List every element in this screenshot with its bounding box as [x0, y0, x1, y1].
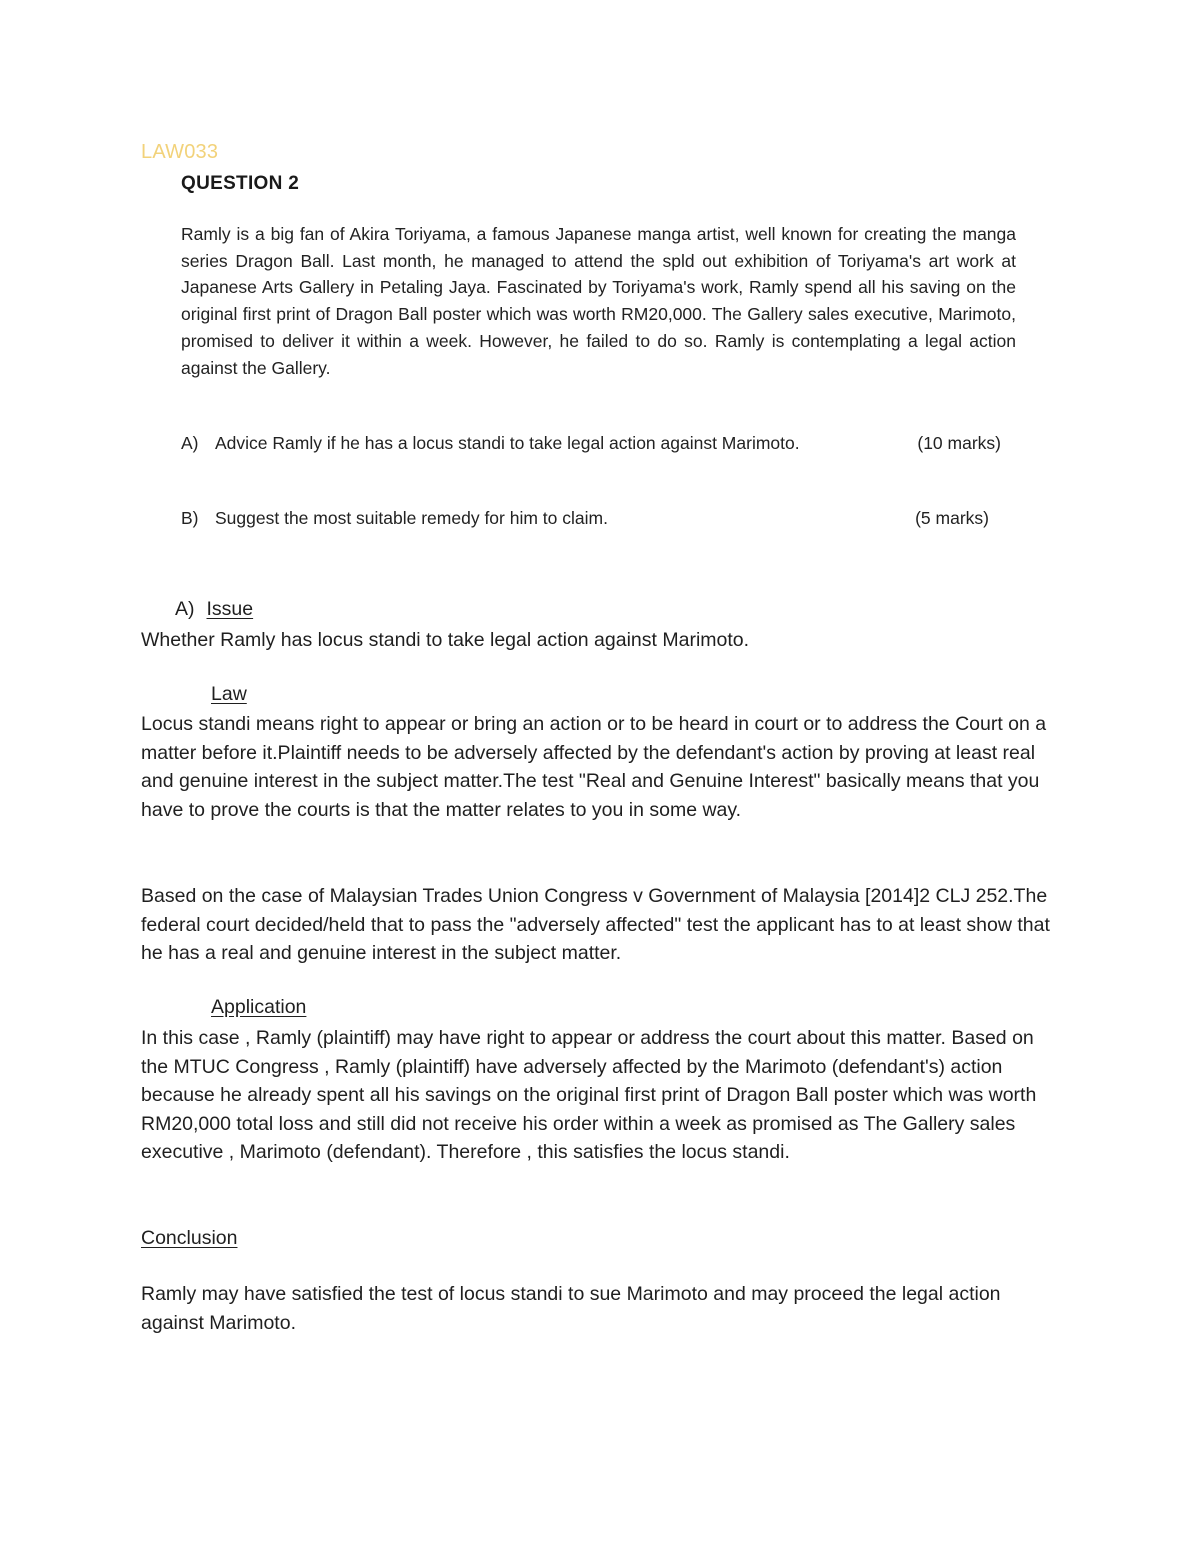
law-heading: Law: [211, 683, 247, 705]
case-text: Based on the case of Malaysian Trades Union Congress v Government of Malaysia [2014]2 CLJ 252.The federal court decided/held that to pass the "adversely affected" test the applicant has to at least show that he has a real and genuine interest in the subject matter.: [141, 885, 1050, 965]
question-body: Ramly is a big fan of Akira Toriyama, a famous Japanese manga artist, well known for creating the manga series Dragon Ball. Last month, he managed to attend the spld out exhibition of Toriyama's art work at Japanese Arts Gallery in Petaling Jaya. Fascinated by Toriyama's work, Ramly spend all his saving on the original first print of Dragon Ball poster which was worth RM20,000. The Gallery sales executive, Marimoto, promised to deliver it within a week. However, he failed to do so. Ramly is contemplating a legal action against the Gallery.: [181, 224, 1016, 378]
application-heading: Application: [211, 996, 307, 1018]
issue-heading-row: [175, 598, 253, 621]
question-block: [181, 173, 1016, 381]
issue-text: Whether Ramly has locus standi to take legal action against Marimoto.: [141, 629, 750, 651]
part-a-text: Advice Ramly if he has a locus standi to take legal action against Marimoto.: [215, 433, 800, 453]
application-text: In this case , Ramly (plaintiff) may have right to appear or address the court about this matter. Based on the MTUC Congress , Ramly (plaintiff) have adversely affected by the Marimoto (defendant's) action because he already spent all his savings on the original first print of Dragon Ball poster which was worth RM20,000 total loss and still did not receive his order within a week as promised as The Gallery sales executive , Marimoto (defendant). Therefore , this satisfies the locus standi.: [141, 1027, 1037, 1164]
issue-letter: A): [175, 598, 195, 620]
conclusion-text: Ramly may have satisfied the test of locus standi to sue Marimoto and may proceed the legal action against Marimoto.: [141, 1283, 1001, 1334]
conclusion-heading: Conclusion: [141, 1227, 238, 1249]
part-b-text: Suggest the most suitable remedy for him to claim.: [215, 508, 608, 528]
part-a-marks: (10 marks): [917, 433, 1001, 453]
issue-heading: Issue: [206, 598, 254, 620]
part-a-letter: A): [181, 433, 199, 453]
law-text: Locus standi means right to appear or bring an action or to be heard in court or to address the Court on a matter before it.Plaintiff needs to be adversely affected by the defendant's action by proving at least real and genuine interest in the subject matter.The test "Real and Genuine Interest" basically means that you have to prove the courts is that the matter relates to you in some way.: [141, 713, 1047, 821]
course-code: LAW033: [141, 141, 219, 163]
part-b-letter: B): [181, 508, 199, 528]
question-heading: QUESTION 2: [181, 173, 300, 194]
part-b-marks: (5 marks): [915, 508, 989, 528]
